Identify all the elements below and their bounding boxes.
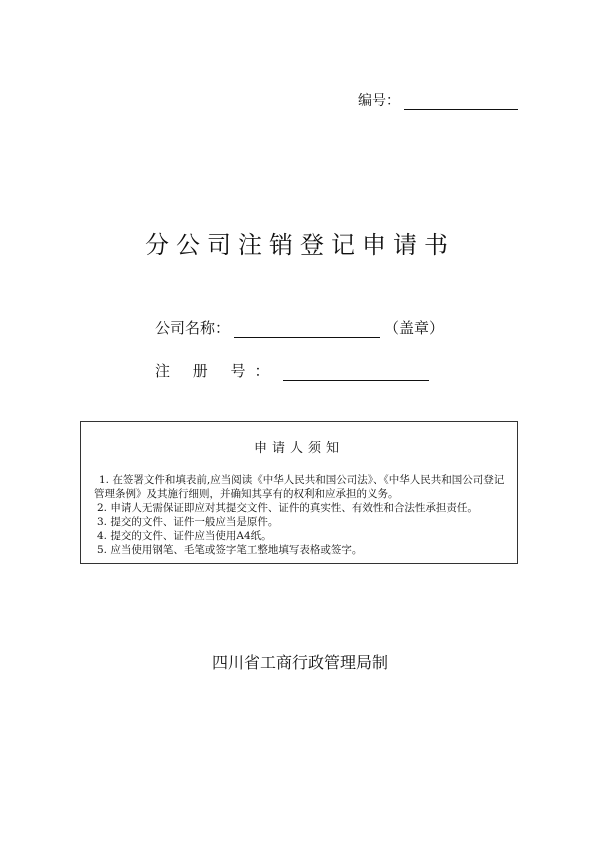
notice-item-number: 2. bbox=[97, 502, 108, 514]
notice-item-text: 申请人无需保证即应对其提交文件、证件的真实性、有效性和合法性承担责任。 bbox=[110, 502, 478, 514]
company-name-line bbox=[234, 321, 380, 338]
notice-heading: 申请人须知 bbox=[253, 441, 344, 456]
applicant-notice-box bbox=[80, 421, 518, 564]
notice-item-text: 应当使用钢笔、毛笔或签字笔工整地填写表格或签字。 bbox=[110, 544, 363, 556]
serial-number-label: 编号： bbox=[358, 93, 400, 109]
notice-item-number: 4. bbox=[97, 530, 108, 542]
notice-item-text: 提交的文件、证件一般应当是原件。 bbox=[110, 516, 279, 528]
document-title: 分公司注销登记申请书 bbox=[145, 231, 455, 259]
company-name-field bbox=[155, 317, 444, 338]
registration-number-field bbox=[155, 360, 429, 381]
notice-item-text: 提交的文件、证件应当使用A4纸。 bbox=[110, 530, 272, 542]
issuing-authority: 四川省工商行政管理局制 bbox=[211, 653, 388, 672]
seal-note: （盖章） bbox=[384, 319, 445, 337]
notice-item-text: 在签署文件和填表前,应当阅读《中华人民共和国公司法》、《中华人民共和国公司登记管理条例》及其施行细则，并确知其享有的权利和应承担的义务。 bbox=[94, 474, 505, 500]
notice-item bbox=[94, 515, 507, 529]
notice-item bbox=[94, 473, 507, 501]
serial-number-line bbox=[404, 95, 518, 110]
notice-item-number: 5. bbox=[97, 544, 108, 556]
registration-number-label: 注 册 号： bbox=[155, 362, 279, 380]
notice-item-number: 1. bbox=[99, 474, 110, 486]
notice-item bbox=[94, 501, 507, 515]
notice-item-number: 3. bbox=[97, 516, 108, 528]
serial-number-field bbox=[358, 90, 518, 110]
notice-item bbox=[94, 543, 507, 557]
company-name-label: 公司名称： bbox=[155, 319, 231, 337]
notice-item bbox=[94, 529, 507, 543]
notice-list bbox=[81, 473, 517, 557]
registration-number-line bbox=[283, 364, 429, 381]
